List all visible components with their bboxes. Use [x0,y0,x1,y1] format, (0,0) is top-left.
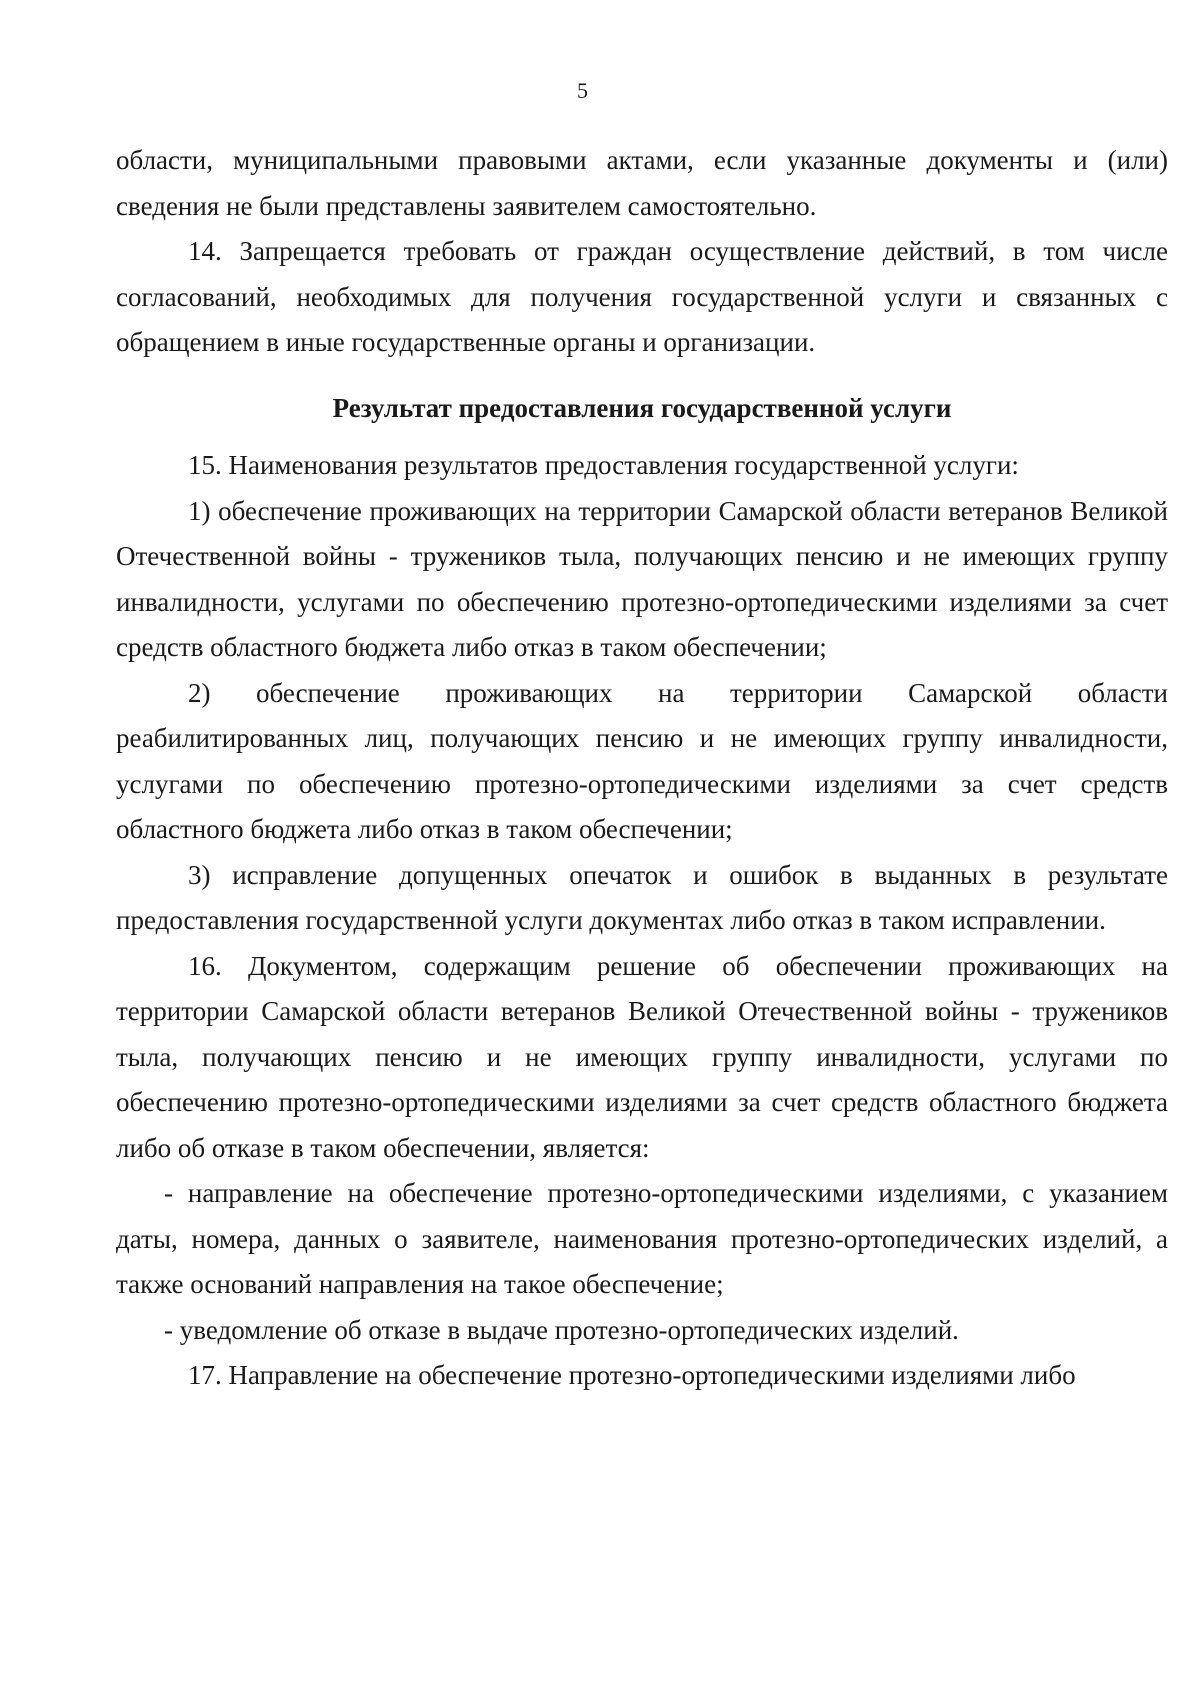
paragraph-17: 17. Направление на обеспечение протезно-ортопедическими изделиями либо [188,1360,1076,1390]
paragraph-14: 14. Запрещается требовать от граждан осуществление действий, в том числе согласований, необходимых для получения государственной услуги и связанных с обращением в иные государственные органы и организации. [116,236,1168,357]
page-number: 5 [577,78,588,103]
dash-item-referral: - направление на обеспечение протезно-ортопедическими изделиями, с указанием даты, номера, данных о заявителе, наименования протезно-ортопедических изделий, а также оснований направления на такое обеспечение; [116,1178,1168,1299]
list-item-3: 3) исправление допущенных опечаток и ошибок в выданных в результате предоставления государственной услуги документах либо отказ в таком исправлении. [116,859,1168,935]
paragraph-15: 15. Наименования результатов предоставления государственной услуги: [188,450,1019,480]
paragraph-continuation: области, муниципальными правовыми актами, если указанные документы и (или) сведения не были представлены заявителем самостоятельно. [116,145,1168,221]
document-body [116,138,1168,1399]
dash-item-refusal-notice: - уведомление об отказе в выдаче протезно-ортопедических изделий. [164,1314,959,1345]
paragraph-16: 16. Документом, содержащим решение об обеспечении проживающих на территории Самарской области ветеранов Великой Отечественной войны - тружеников тыла, получающих пенсию и не имеющих группу инвалидности, услугами по обеспечению протезно-ортопедическими изделиями за счет средств областного бюджета либо об отказе в таком обеспечении, является: [116,950,1168,1163]
list-item-1: 1) обеспечение проживающих на территории Самарской области ветеранов Великой Отечественной войны - тружеников тыла, получающих пенсию и не имеющих группу инвалидности, услугами по обеспечению протезно-ортопедическими изделиями за счет средств областного бюджета либо отказ в таком обеспечении; [116,495,1168,662]
section-heading: Результат предоставления государственной услуги [332,392,952,423]
list-item-2: 2) обеспечение проживающих на территории Самарской области реабилитированных лиц, получающих пенсию и не имеющих группу инвалидности, услугами по обеспечению протезно-ортопедическими изделиями за счет средств областного бюджета либо отказ в таком обеспечении; [116,677,1168,844]
